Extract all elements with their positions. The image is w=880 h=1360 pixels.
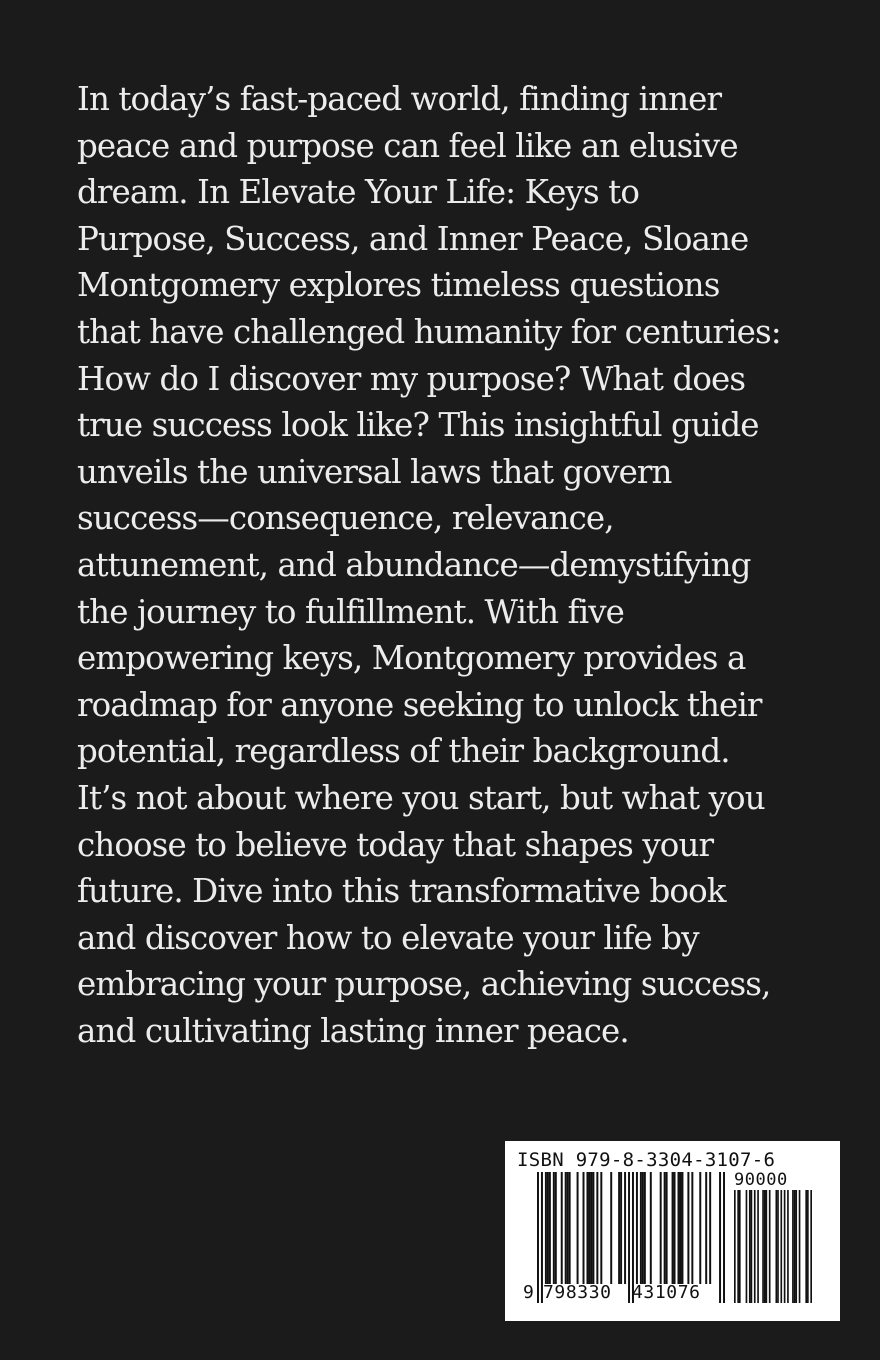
- barcode-bar: [679, 1172, 681, 1284]
- barcode-bar: [719, 1172, 721, 1303]
- blurb-line: true success look like? This insightful guide: [77, 406, 759, 445]
- price-code: 90000: [734, 1170, 788, 1190]
- blurb-line: empowering keys, Montgomery provides a: [77, 639, 746, 678]
- barcode-bar: [807, 1190, 809, 1303]
- barcode-bar: [734, 1190, 736, 1303]
- barcode-bar: [640, 1172, 642, 1284]
- barcode-bar: [642, 1172, 644, 1284]
- barcode-bar: [660, 1172, 662, 1284]
- barcode-bar: [610, 1172, 612, 1284]
- barcode-bar: [644, 1172, 646, 1284]
- barcode-bar: [787, 1190, 789, 1303]
- blurb-line: It’s not about where you start, but what you: [77, 778, 765, 817]
- barcode-bar: [674, 1172, 676, 1284]
- barcode-bar: [620, 1172, 622, 1284]
- blurb-line: Purpose, Success, and Inner Peace, Sloane: [77, 219, 749, 258]
- barcode-bar: [561, 1172, 563, 1284]
- barcode-bar: [777, 1190, 779, 1303]
- barcode-bar: [764, 1190, 766, 1303]
- blurb-line: In today’s fast-paced world, finding inner: [77, 80, 722, 118]
- blurb-line: unveils the universal laws that govern: [77, 452, 672, 491]
- blurb-line: the journey to fulfillment. With five: [77, 592, 625, 631]
- barcode-bar: [636, 1172, 638, 1284]
- barcode-bar: [672, 1172, 674, 1284]
- blurb-line: How do I discover my purpose? What does: [77, 359, 746, 398]
- barcode-bar: [555, 1172, 557, 1284]
- barcode-bar: [567, 1172, 569, 1284]
- barcode-bar: [795, 1190, 797, 1303]
- barcode-bar: [780, 1190, 782, 1303]
- barcode-bar: [664, 1172, 666, 1284]
- blurb-line: choose to believe today that shapes your: [77, 825, 714, 864]
- barcode-bar: [762, 1190, 764, 1303]
- blurb-line: peace and purpose can feel like an elusive: [77, 126, 738, 165]
- barcode-bar: [586, 1172, 588, 1284]
- barcode-bar: [666, 1172, 668, 1284]
- barcode-bar: [565, 1172, 567, 1284]
- barcode-bar: [590, 1172, 592, 1284]
- barcode-bar: [769, 1190, 771, 1303]
- blurb-line: future. Dive into this transformative book: [77, 872, 726, 911]
- barcode-bar: [794, 1190, 796, 1303]
- blurb-line: attunement, and abundance—demystifying: [77, 545, 751, 584]
- blurb-line: that have challenged humanity for centuries:: [77, 312, 781, 351]
- barcode-bar: [749, 1190, 751, 1303]
- barcode-bar: [592, 1172, 594, 1284]
- barcode-bar: [775, 1190, 777, 1303]
- barcode-bar: [751, 1190, 753, 1303]
- barcode-bar: [537, 1172, 539, 1303]
- blurb-line: and discover how to elevate your life by: [77, 918, 699, 957]
- blurb-line: potential, regardless of their background.: [77, 732, 730, 771]
- barcode-bar: [600, 1172, 602, 1284]
- barcode-bar: [746, 1190, 748, 1303]
- barcode-bar: [709, 1172, 711, 1284]
- isbn-barcode-box: [505, 1141, 840, 1321]
- barcode-bar: [577, 1172, 579, 1284]
- barcode-bar: [691, 1172, 693, 1284]
- barcode-bar: [553, 1172, 555, 1284]
- blurb-line: Montgomery explores timeless questions: [77, 266, 720, 305]
- blurb-line: success—consequence, relevance,: [77, 499, 614, 538]
- barcode-bar: [545, 1172, 547, 1284]
- price-addon-barcode-bars: [734, 1190, 812, 1303]
- barcode-bar: [678, 1172, 680, 1284]
- barcode-bar: [810, 1190, 812, 1303]
- barcode-bar: [624, 1172, 626, 1284]
- blurb-line: and cultivating lasting inner peace.: [77, 1011, 629, 1050]
- isbn-label: ISBN 979-8-3304-3107-6: [517, 1149, 776, 1171]
- barcode-bar: [754, 1190, 756, 1303]
- blurb-line: embracing your purpose, achieving success,: [77, 965, 771, 1004]
- barcode-bar: [628, 1172, 630, 1303]
- barcode-bar: [723, 1172, 725, 1303]
- barcode-bar: [737, 1190, 739, 1303]
- ean-left-digits: 798330: [543, 1282, 612, 1303]
- barcode-bar: [739, 1190, 741, 1303]
- barcode-bar: [549, 1172, 551, 1284]
- barcode-bar: [805, 1190, 807, 1303]
- blurb-line: roadmap for anyone seeking to unlock their: [77, 685, 762, 724]
- back-cover-blurb: [77, 76, 837, 1054]
- barcode-bar: [588, 1172, 590, 1284]
- ean-right-digits: 431076: [632, 1282, 701, 1303]
- barcode-bar: [792, 1190, 794, 1303]
- barcode-bar: [784, 1190, 786, 1303]
- barcode-bar: [650, 1172, 652, 1284]
- blurb-line: dream. In Elevate Your Life: Keys to: [77, 173, 639, 212]
- barcode-bar: [766, 1190, 768, 1303]
- barcode-bar: [681, 1172, 683, 1284]
- barcode-bar: [596, 1172, 598, 1284]
- barcode-bar: [618, 1172, 620, 1284]
- barcode-bar: [699, 1172, 701, 1284]
- barcode-bar: [757, 1190, 759, 1303]
- barcode-bar: [705, 1172, 707, 1284]
- barcode-bar: [583, 1172, 585, 1284]
- ean-first-digit: 9: [523, 1282, 534, 1303]
- barcode-bar: [547, 1172, 549, 1284]
- barcode-bar: [569, 1172, 571, 1284]
- barcode-bar: [687, 1172, 689, 1284]
- barcode-bar: [799, 1190, 801, 1303]
